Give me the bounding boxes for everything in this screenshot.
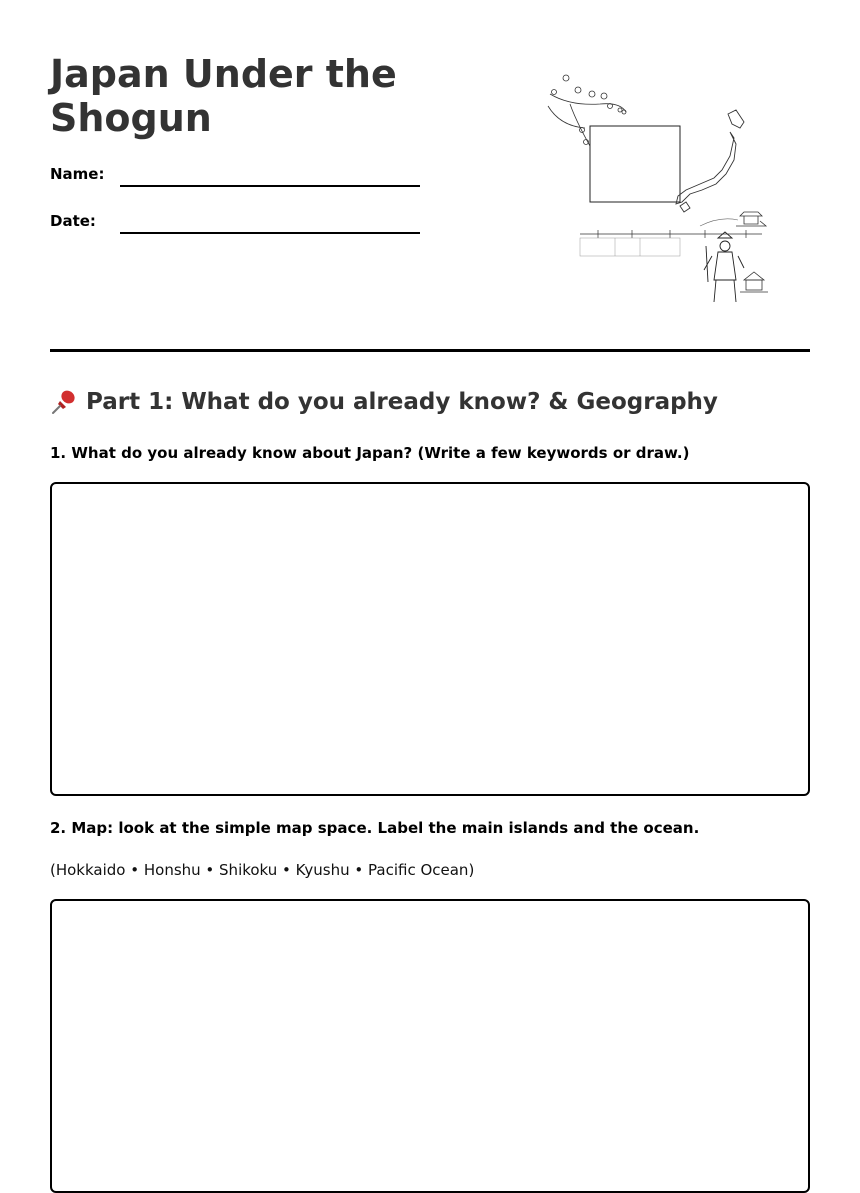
question-2-hint: (Hokkaido • Honshu • Shikoku • Kyushu • Pacific Ocean) (50, 861, 475, 879)
question-2: 2. Map: look at the simple map space. Label the main islands and the ocean. (50, 819, 700, 837)
name-label: Name: (50, 165, 105, 183)
header-divider (50, 349, 810, 352)
pagoda-icon (736, 212, 768, 292)
japan-illustration (540, 66, 780, 310)
map-frame (590, 126, 680, 202)
part1-heading (50, 388, 718, 416)
map-answer-box[interactable] (50, 899, 810, 1193)
part1-heading-text: Part 1: What do you already know? & Geography (86, 389, 718, 415)
page-title: Japan Under the Shogun (50, 52, 397, 140)
name-field[interactable] (50, 165, 430, 195)
date-field[interactable] (50, 212, 430, 242)
japan-outline-icon (676, 110, 744, 212)
timeline-icon (580, 230, 762, 256)
mountain-line (700, 219, 738, 226)
answer-box-1[interactable] (50, 482, 810, 796)
name-write-line[interactable] (120, 185, 420, 187)
pushpin-icon (50, 388, 78, 416)
date-label: Date: (50, 212, 96, 230)
date-write-line[interactable] (120, 232, 420, 234)
cherry-blossom-icon (548, 75, 626, 146)
samurai-icon (704, 232, 744, 302)
question-1: 1. What do you already know about Japan? (Write a few keywords or draw.) (50, 444, 690, 462)
